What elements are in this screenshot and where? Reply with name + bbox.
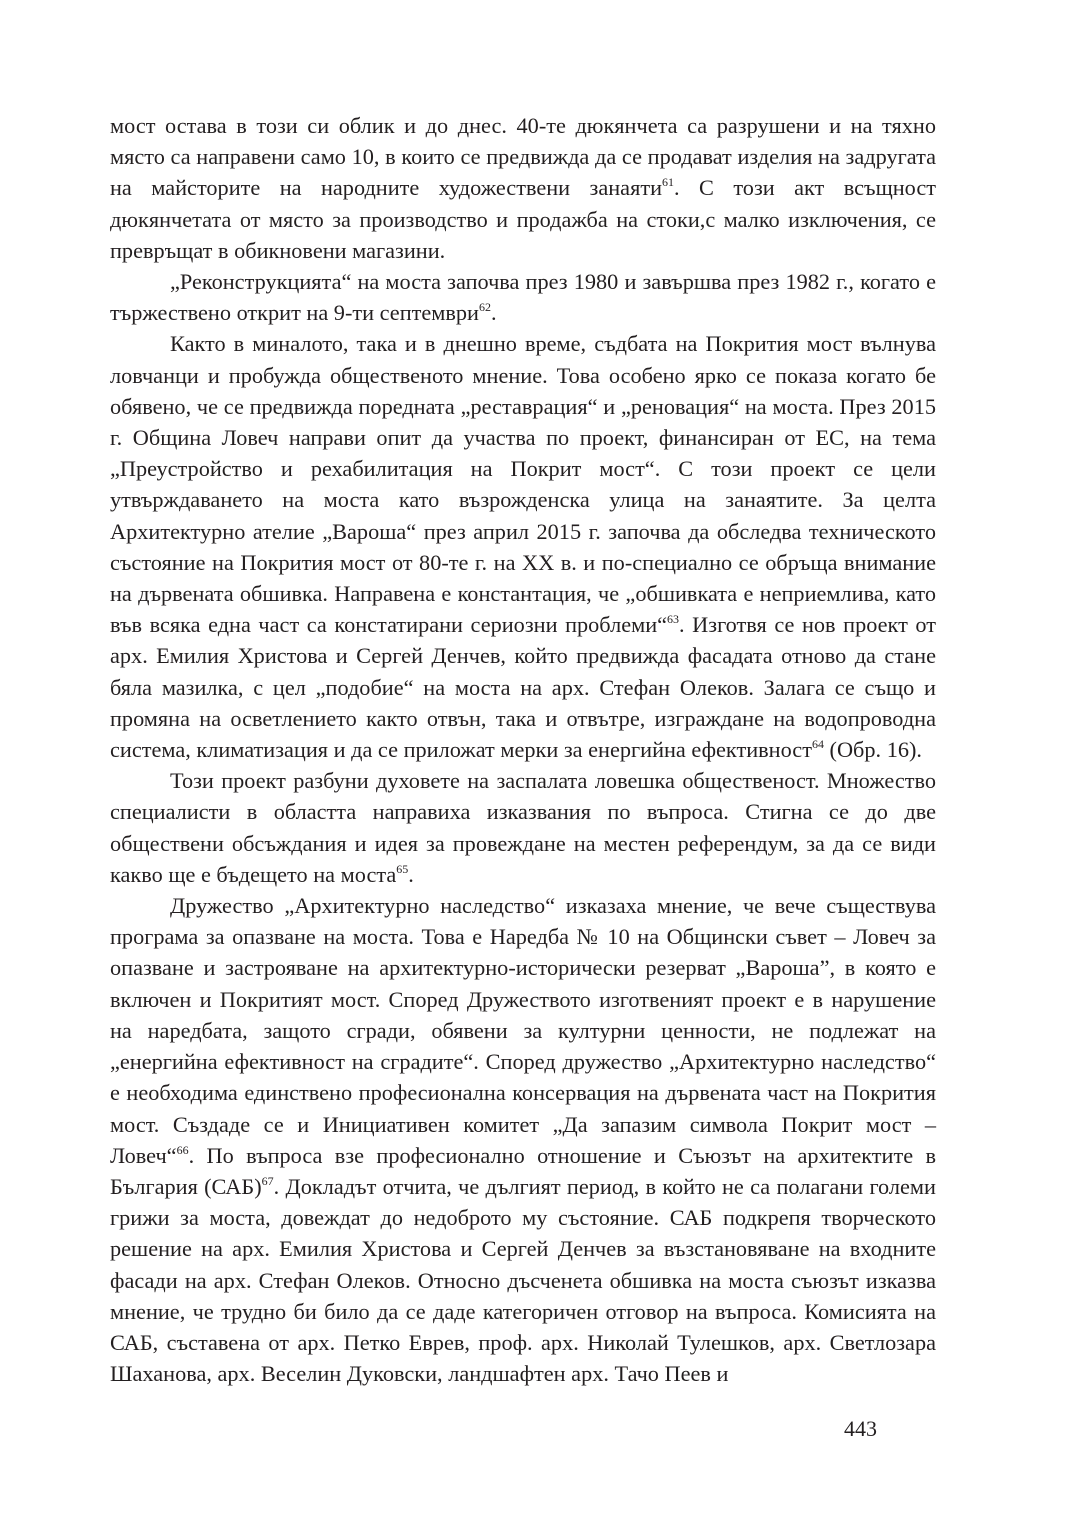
footnote-ref: 62 (479, 300, 491, 315)
paragraph-text: „Реконструкцията“ на моста започва през 1980 и завършва през 1982 г., когато е тържествено открит на 9-ти септември (110, 269, 936, 326)
paragraph-text: . Изготвя се нов проект от арх. Емилия Христова и Сергей Денчев, който предвижда фасадата отново да стане бяла мазилка, с цел „подобие“ на моста на арх. Стефан Олеков. Залага се също и промяна на осветлението както отвън, така и отвътре, изграждане на водопроводна система, климатизация и да се приложат мерки за енергийна ефективност (110, 612, 936, 763)
footnote-ref: 67 (261, 1173, 274, 1188)
paragraph-text: (Обр. 16). (823, 737, 922, 763)
body-text (110, 110, 936, 1389)
paragraph (110, 110, 936, 266)
paragraph-text: . С този акт всъщност дюкянчетата от място за производство и продажба на стоки,с малко изключения, се превръщат в обикновени магазини. (110, 175, 937, 263)
page-number: 443 (844, 1416, 877, 1441)
paragraph-text: Дружество „Архитектурно наследство“ изказаха мнение, че вече съществува програма за опазване на моста. Това е Наредба № 10 на Общински съвет – Ловеч за опазване и застрояване на архитектурно-исторически резерват „Вароша”, в която е включен и Покритият мост. Според Дружеството изготвеният проект е в нарушение на наредбата, защото сгради, обявени за културни ценности, не подлежат на „енергийна ефективност на сградите“. Според дружество „Архитектурно наследство“ е необходима единствено професионална консервация на дървената част на Покрития мост. Създаде се и Инициативен комитет „Да запазим символа Покрит мост – Ловеч“ (110, 893, 936, 1168)
paragraph-text: . Докладът отчита, че дългият период, в който не са полагани големи грижи за моста, довеждат до недоброто му състояние. САБ подкрепя творческото решение на арх. Емилия Христова и Сергей Денчев за възстановяване на входните фасади на арх. Стефан Олеков. Относно дъсченета обшивка на моста съюзът изказва мнение, че трудно би било да се даде категоричен отговор на въпроса. Комисията на САБ, съставена от арх. Петко Еврев, проф. арх. Николай Тулешков, арх. Светлозара Шаханова, арх. Веселин Дуковски, ландшафтен арх. Тачо Пеев и (110, 1173, 936, 1387)
paragraph-text: . По въпроса взе професионално отношение и Съюзът на архитектите в България (САБ) (110, 1142, 936, 1199)
paragraph-text: . (408, 861, 414, 887)
paragraph (110, 328, 936, 765)
paragraph-text: Този проект разбуни духовете на заспалата ловешка общественост. Множество специалисти в областта направиха изказвания по въпроса. Стигна се до две обществени обсъждания и идея за провеждане на местен референдум, за да се види какво ще е бъдещето на моста (110, 768, 936, 887)
paragraph (110, 266, 936, 328)
paragraph (110, 890, 936, 1389)
footnote-ref: 61 (662, 175, 675, 190)
footnote-ref: 63 (667, 612, 680, 627)
paragraph-text: . (491, 300, 497, 326)
footnote-ref: 64 (811, 737, 824, 752)
footnote-ref: 65 (396, 861, 409, 876)
paragraph-text: Както в миналото, така и в днешно време, съдбата на Покрития мост вълнува ловчанци и пробужда общественото мнение. Това особено ярко се показа когато бе обявено, че се предвижда поредната „реставрация“ и „реновация“ на моста. През 2015 г. Община Ловеч направи опит да участва по проект, финансиран от ЕС, на тема „Преустройство и рехабилитация на Покрит мост“. С този проект се цели утвърждаването на моста като възрожденска улица на занаятите. За целта Архитектурно ателие „Вароша“ през април 2015 г. започва да обследва техническото състояние на Покрития мост от 80-те г. на XX в. и по-специално се обръща внимание на дървената обшивка. Направена е константация, че „обшивката е неприемлива, като във всяка една част са констатирани сериозни проблеми“ (110, 331, 936, 638)
paragraph-text: мост остава в този си облик и до днес. 40-те дюкянчета са разрушени и на тяхно място са направени само 10, в които се предвижда да се продават изделия на задругата на майсторите на народните художествени занаяти (110, 113, 936, 201)
paragraph (110, 765, 936, 890)
footnote-ref: 66 (176, 1142, 189, 1157)
